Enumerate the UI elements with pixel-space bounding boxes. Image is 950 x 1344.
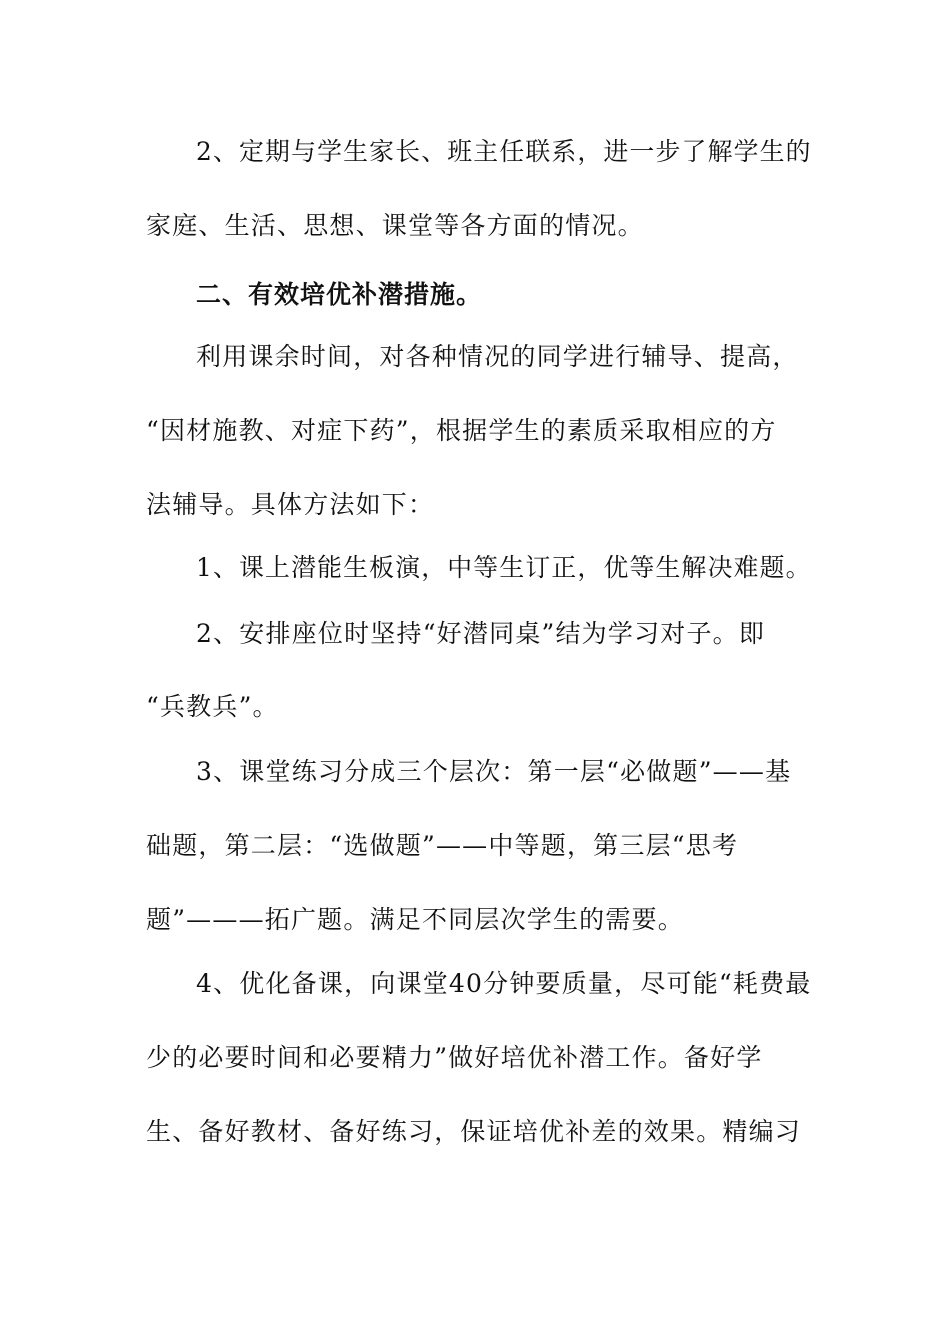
list-item-line: 4、优化备课，向课堂40分钟要质量，尽可能“耗费最 (196, 969, 812, 998)
list-item-line: 生、备好教材、备好练习，保证培优补差的效果。精编习 (146, 1117, 802, 1146)
paragraph-line: 利用课余时间，对各种情况的同学进行辅导、提高， (196, 342, 799, 371)
paragraph-line: 2、定期与学生家长、班主任联系，进一步了解学生的 (196, 137, 812, 166)
section-heading: 二、有效培优补潜措施。 (196, 280, 483, 309)
list-item-line: 少的必要时间和必要精力”做好培优补潜工作。备好学 (146, 1043, 763, 1072)
paragraph-line: 家庭、生活、思想、课堂等各方面的情况。 (146, 211, 644, 240)
list-item-line: 1、课上潜能生板演，中等生订正，优等生解决难题。 (196, 553, 812, 582)
list-item-line: “兵教兵”。 (146, 692, 279, 721)
paragraph-line: “因材施教、对症下药”，根据学生的素质采取相应的方 (146, 416, 777, 445)
paragraph-line: 法辅导。具体方法如下： (146, 490, 435, 519)
list-item-line: 3、课堂练习分成三个层次：第一层“必做题”——基 (196, 757, 792, 786)
list-item-line: 础题，第二层：“选做题”——中等题，第三层“思考 (146, 831, 739, 860)
list-item-line: 题”———拓广题。满足不同层次学生的需要。 (146, 905, 684, 934)
list-item-line: 2、安排座位时坚持“好潜同桌”结为学习对子。即 (196, 619, 766, 648)
